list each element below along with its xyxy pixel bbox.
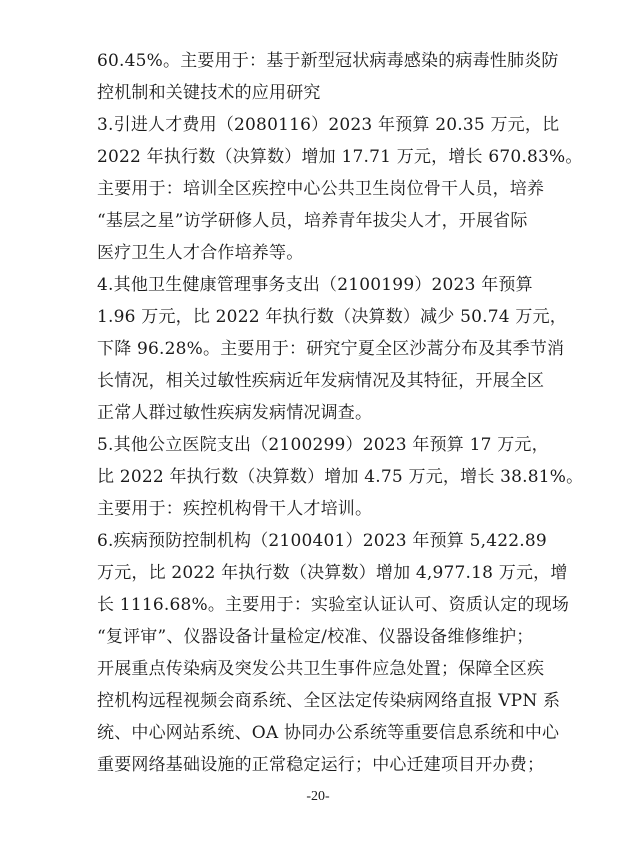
body-text-line: 长情况，相关过敏性疾病近年发病情况及其特征，开展全区 (97, 371, 545, 391)
body-text-line: 主要用于：培训全区疾控中心公共卫生岗位骨干人员，培养 (97, 179, 545, 199)
body-text-line: 医疗卫生人才合作培养等。 (97, 243, 304, 263)
body-text-line: 60.45%。主要用于：基于新型冠状病毒感染的病毒性肺炎防 (97, 51, 559, 71)
body-text-line: 比 2022 年执行数（决算数）增加 4.75 万元，增长 38.81%。 (97, 467, 584, 487)
body-text-line: 正常人群过敏性疾病发病情况调查。 (97, 403, 373, 423)
body-text-line: 统、中心网站系统、OA 协同办公系统等重要信息系统和中心 (97, 723, 560, 743)
body-text-line: 控机制和关键技术的应用研究 (97, 83, 321, 103)
body-text-line: 6.疾病预防控制机构（2100401）2023 年预算 5,422.89 (97, 531, 547, 551)
body-text-line: 4.其他卫生健康管理事务支出（2100199）2023 年预算 (97, 275, 533, 295)
body-text-line: 重要网络基础设施的正常稳定运行；中心迁建项目开办费； (97, 755, 545, 775)
body-text-line: 2022 年执行数（决算数）增加 17.71 万元，增长 670.83%。 (97, 147, 583, 167)
body-text-line: “基层之星”访学研修人员，培养青年拔尖人才，开展省际 (97, 211, 528, 231)
body-text-line: 开展重点传染病及突发公共卫生事件应急处置；保障全区疾 (97, 659, 545, 679)
page-number: -20- (306, 789, 330, 804)
body-text-line: 万元，比 2022 年执行数（决算数）增加 4,977.18 万元，增 (97, 563, 568, 583)
body-text-line: “复评审”、仪器设备计量检定/校准、仪器设备维修维护； (97, 627, 534, 647)
body-text-line: 3.引进人才费用（2080116）2023 年预算 20.35 万元，比 (97, 115, 560, 135)
body-text-line: 5.其他公立医院支出（2100299）2023 年预算 17 万元， (97, 435, 549, 455)
body-text-line: 控机构远程视频会商系统、全区法定传染病网络直报 VPN 系 (97, 691, 561, 711)
body-text-line: 主要用于：疾控机构骨干人才培训。 (97, 499, 373, 519)
body-text-line: 1.96 万元，比 2022 年执行数（决算数）减少 50.74 万元， (97, 307, 568, 327)
body-text-line: 下降 96.28%。主要用于：研究宁夏全区沙蒿分布及其季节消 (97, 339, 565, 359)
body-text-line: 长 1116.68%。主要用于：实验室认证认可、资质认定的现场 (97, 595, 570, 615)
